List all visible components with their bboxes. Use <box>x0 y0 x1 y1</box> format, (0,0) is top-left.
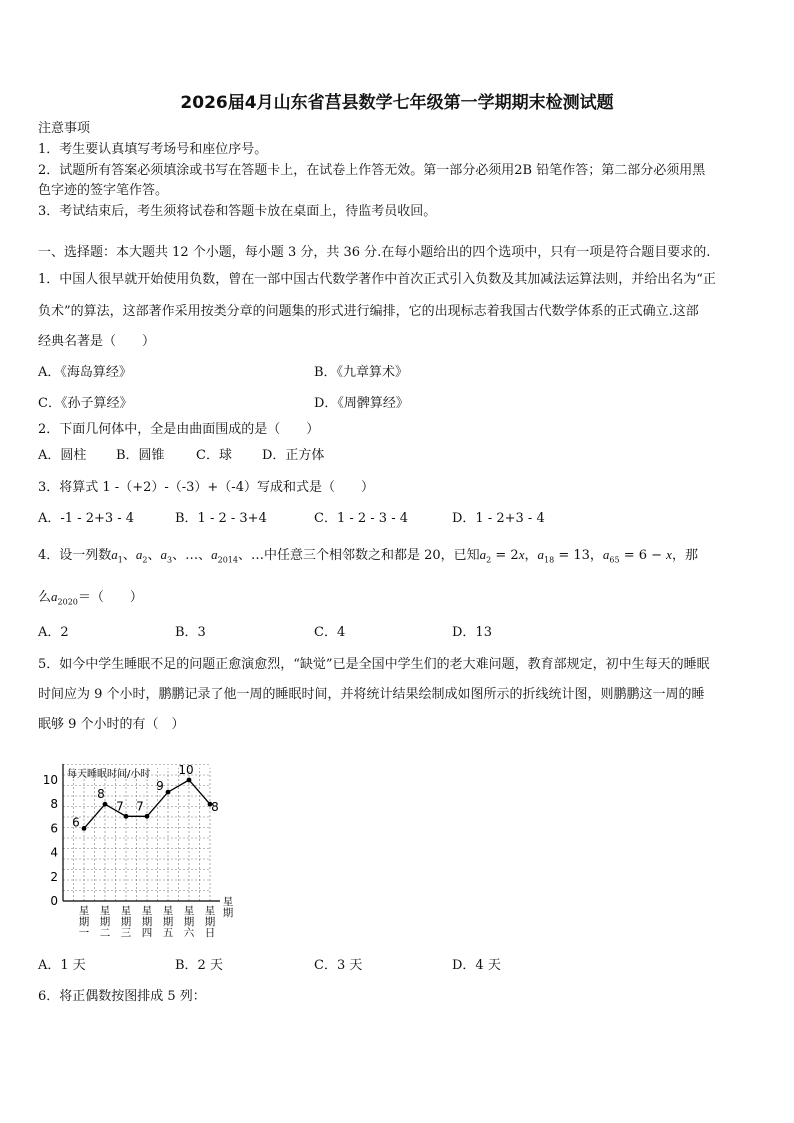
q6-stem: 6．将正偶数按图排成 5 列： <box>38 989 206 1004</box>
x-tick-label: 星期六 <box>183 905 195 939</box>
x-tick-label: 星期四 <box>141 905 153 939</box>
q3-option-a: A．-1 - 2+3 - 4 <box>38 511 135 526</box>
q5-option-d: D．4 天 <box>452 958 501 973</box>
data-point <box>124 814 129 819</box>
y-tick-label: 2 <box>50 869 58 884</box>
y-tick-label: 4 <box>50 845 58 860</box>
q4-text: 4．设一列数 <box>38 548 112 563</box>
data-label: 7 <box>116 799 124 814</box>
q1-stem: 负术”的算法，这部著作采用按类分章的问题集的形式进行编排，它的出现标志着我国古代数学体系的正式确立.这部 <box>38 304 699 319</box>
q3-option-d: D．1 - 2+3 - 4 <box>452 511 545 526</box>
note-item: 色字迹的签字笔作答。 <box>38 183 169 198</box>
q5-stem: 时间应为 9 个小时，鹏鹏记录了他一周的睡眠时间，并将统计结果绘制成如图所示的折线统计图，则鹏鹏这一周的睡 <box>38 687 705 702</box>
q1-option-a: A．《海岛算经》 <box>38 365 132 380</box>
q4-stem <box>38 546 698 570</box>
x-tick-label: 星期五 <box>162 905 174 939</box>
q3-stem: 3．将算式 1 -（+2）-（-3）+（-4）写成和式是（ ） <box>38 480 374 495</box>
q2-stem: 2．下面几何体中，全是由曲面围成的是（ ） <box>38 422 320 437</box>
q1-stem: 1．中国人很早就开始使用负数，曾在一部中国古代数学著作中首次正式引入负数及其加减法运算法则，并给出名为“正 <box>38 272 716 287</box>
q4-target-formula: $a_{2020}$ <box>51 589 78 607</box>
data-label: 7 <box>136 799 144 814</box>
q1-option-b: B．《九章算术》 <box>314 365 409 380</box>
q5-option-c: C．3 天 <box>314 958 363 973</box>
section-heading: 一、选择题：本大题共 12 个小题，每小题 3 分，共 36 分.在每小题给出的四个选项中，只有一项是符合题目要求的. <box>38 245 711 260</box>
q4-stem-line2 <box>38 588 143 612</box>
q5-stem: 5．如今中学生睡眠不足的问题正愈演愈烈，“缺觉”已是全国中学生们的老大难问题，教育部规定，初中生每天的睡眠 <box>38 657 710 672</box>
q4-sequence-formula: $a_1$、$a_2$、$a_3$、…、$a_{2014}$、… <box>111 547 264 565</box>
data-point <box>82 826 87 831</box>
q1-option-c: C．《孙子算经》 <box>38 396 133 411</box>
q5-stem: 眠够 9 个小时的有（ ） <box>38 717 185 732</box>
data-label: 8 <box>211 800 219 815</box>
data-label: 6 <box>72 815 80 830</box>
q4-option-b: B．3 <box>175 625 206 640</box>
q4-option-d: D．13 <box>452 625 492 640</box>
data-label: 10 <box>178 763 194 777</box>
q3-option-c: C．1 - 2 - 3 - 4 <box>314 511 409 526</box>
data-label: 8 <box>97 787 105 802</box>
y-tick-label: 6 <box>50 821 58 836</box>
notes-heading: 注意事项 <box>38 121 91 136</box>
q4-text: ，那 <box>671 548 698 563</box>
sleep-line-chart <box>30 745 260 945</box>
data-point <box>103 802 108 807</box>
data-point <box>166 790 171 795</box>
x-tick-label: 星期二 <box>99 905 111 939</box>
q4-option-a: A．2 <box>38 625 69 640</box>
q2-option-a: A．圆柱 <box>38 448 87 463</box>
q5-option-a: A．1 天 <box>38 958 86 973</box>
note-item: 3．考试结束后，考生须将试卷和答题卡放在桌面上，待监考员收回。 <box>38 204 437 219</box>
y-tick-label: 0 <box>50 894 58 908</box>
y-tick-label: 10 <box>42 773 58 787</box>
data-point <box>145 814 150 819</box>
q4-given-formula: $a_2 = 2x$，$a_{18} = 13$，$a_{65} = 6 - x$ <box>479 547 672 565</box>
q4-text: 么 <box>38 590 52 605</box>
q4-text: 中任意三个相邻数之和都是 20，已知 <box>263 548 480 563</box>
q2-option-c: C．球 <box>196 448 232 463</box>
note-item: 1．考生要认真填写考场号和座位序号。 <box>38 142 268 157</box>
y-tick-label: 8 <box>50 797 58 812</box>
q3-option-b: B．1 - 2 - 3+4 <box>175 511 267 526</box>
x-tick-label: 星期一 <box>78 905 90 939</box>
data-point <box>187 778 192 783</box>
q2-option-b: B．圆锥 <box>116 448 165 463</box>
q4-option-c: C．4 <box>314 625 346 640</box>
y-axis-label: 每天睡眠时间/小时 <box>67 768 151 780</box>
note-item: 2．试题所有答案必须填涂或书写在答题卡上，在试卷上作答无效。第一部分必须用2B 铅笔作答；第二部分必须用黑 <box>38 163 706 178</box>
q2-option-d: D．正方体 <box>262 448 325 463</box>
x-tick-label: 星期日 <box>204 905 216 939</box>
x-tick-label: 星期三 <box>120 905 132 939</box>
data-label: 9 <box>156 779 164 794</box>
q5-option-b: B．2 天 <box>175 958 223 973</box>
page-title: 2026届4月山东省莒县数学七年级第一学期期末检测试题 <box>180 93 614 113</box>
q4-text: ＝（ ） <box>77 590 143 605</box>
q1-option-d: D．《周髀算经》 <box>314 396 409 411</box>
x-axis-label: 星期 <box>222 896 234 919</box>
q1-stem: 经典名著是（ ） <box>38 334 156 349</box>
